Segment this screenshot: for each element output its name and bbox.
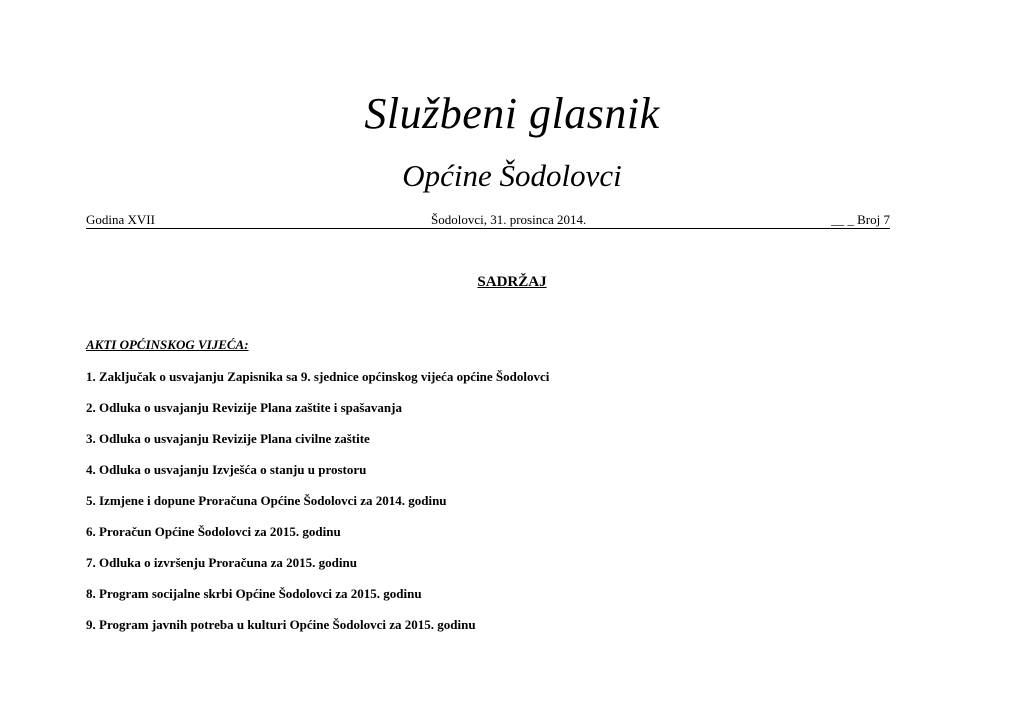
issue-info-row (86, 211, 890, 229)
issue-number: __ _ Broj 7 (831, 212, 890, 227)
table-of-contents (86, 368, 549, 647)
acts-section-heading: AKTI OPĆINSKOG VIJEĆA: (86, 337, 249, 352)
toc-item: 5. Izmjene i dopune Proračuna Općine Šodolovci za 2014. godinu (86, 493, 447, 508)
toc-item: 9. Program javnih potreba u kulturi Općine Šodolovci za 2015. godinu (86, 617, 476, 632)
issue-year: Godina XVII (86, 212, 155, 227)
toc-item: 2. Odluka o usvajanju Revizije Plana zaštite i spašavanja (86, 400, 402, 415)
toc-item: 6. Proračun Općine Šodolovci za 2015. godinu (86, 524, 341, 539)
toc-item: 8. Program socijalne skrbi Općine Šodolovci za 2015. godinu (86, 586, 422, 601)
toc-item: 7. Odluka o izvršenju Proračuna za 2015. godinu (86, 555, 357, 570)
municipality-subtitle: Općine Šodolovci (402, 158, 622, 193)
contents-title: SADRŽAJ (477, 274, 547, 290)
toc-item: 4. Odluka o usvajanju Izvješća o stanju u prostoru (86, 462, 367, 477)
issue-date: Šodolovci, 31. prosinca 2014. (431, 212, 587, 227)
toc-item: 1. Zaključak o usvajanju Zapisnika sa 9. sjednice općinskog vijeća općine Šodolovci (86, 369, 550, 384)
contents-title-wrap (0, 272, 1024, 292)
toc-item: 3. Odluka o usvajanju Revizije Plana civilne zaštite (86, 431, 370, 446)
gazette-title: Službeni glasnik (364, 89, 660, 138)
